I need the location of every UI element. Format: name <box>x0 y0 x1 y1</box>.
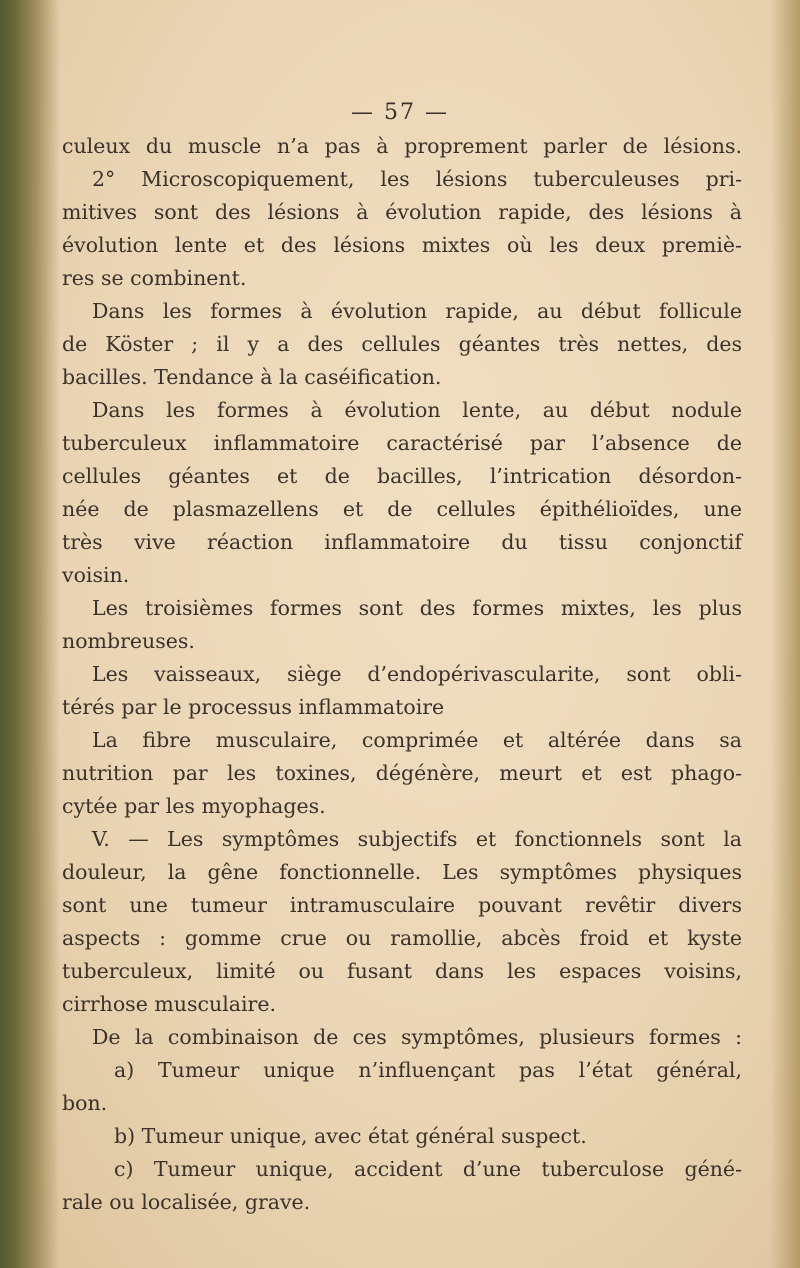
text-line: Les vaisseaux, siège d’endopérivascularite, sont obli- <box>92 662 742 686</box>
text-line: sont une tumeur intramusculaire pouvant revêtir divers <box>62 893 742 917</box>
page-edge <box>770 0 800 1268</box>
text-line: V. — Les symptômes subjectifs et fonctionnels sont la <box>92 827 742 851</box>
text-line: Dans les formes à évolution rapide, au début follicule <box>92 299 742 323</box>
text-line: douleur, la gêne fonctionnelle. Les symptômes physiques <box>62 860 742 884</box>
text-line: cirrhose musculaire. <box>62 992 276 1016</box>
text-line: nombreuses. <box>62 629 195 653</box>
text-line: c) Tumeur unique, accident d’une tuberculose géné- <box>114 1157 742 1181</box>
text-line: évolution lente et des lésions mixtes où les deux premiè- <box>62 233 742 257</box>
text-line: cytée par les myophages. <box>62 794 326 818</box>
text-line: mitives sont des lésions à évolution rapide, des lésions à <box>62 200 742 224</box>
text-line: Dans les formes à évolution lente, au début nodule <box>92 398 742 422</box>
text-line: b) Tumeur unique, avec état général suspect. <box>114 1124 587 1148</box>
text-line: térés par le processus inflammatoire <box>62 695 445 719</box>
text-line: de Köster ; il y a des cellules géantes très nettes, des <box>62 332 742 356</box>
text-line: tuberculeux inflammatoire caractérisé par l’absence de <box>62 431 742 455</box>
text-line: voisin. <box>62 563 130 587</box>
text-line: Les troisièmes formes sont des formes mixtes, les plus <box>92 596 742 620</box>
text-line: a) Tumeur unique n’influençant pas l’état général, <box>114 1058 742 1082</box>
text-line: nutrition par les toxines, dégénère, meurt et est phago- <box>62 761 742 785</box>
text-line: De la combinaison de ces symptômes, plusieurs formes : <box>92 1025 742 1049</box>
text-line: bacilles. Tendance à la caséification. <box>62 365 442 389</box>
text-line: bon. <box>62 1091 108 1115</box>
text-line: culeux du muscle n’a pas à proprement parler de lésions. <box>62 134 742 158</box>
text-line: aspects : gomme crue ou ramollie, abcès froid et kyste <box>62 926 742 950</box>
text-line: rale ou localisée, grave. <box>62 1190 311 1214</box>
text-line: res se combinent. <box>62 266 247 290</box>
body-text <box>62 130 742 1219</box>
text-line: La fibre musculaire, comprimée et altérée dans sa <box>92 728 742 752</box>
binding-shadow <box>0 0 60 1268</box>
text-line: très vive réaction inflammatoire du tissu conjonctif <box>62 530 742 554</box>
text-line: 2° Microscopiquement, les lésions tuberculeuses pri- <box>92 167 742 191</box>
page-number: — 57 — <box>351 100 449 125</box>
text-line: cellules géantes et de bacilles, l’intrication désordon- <box>62 464 742 488</box>
text-line: tuberculeux, limité ou fusant dans les espaces voisins, <box>62 959 742 983</box>
text-line: née de plasmazellens et de cellules épithélioïdes, une <box>62 497 742 521</box>
